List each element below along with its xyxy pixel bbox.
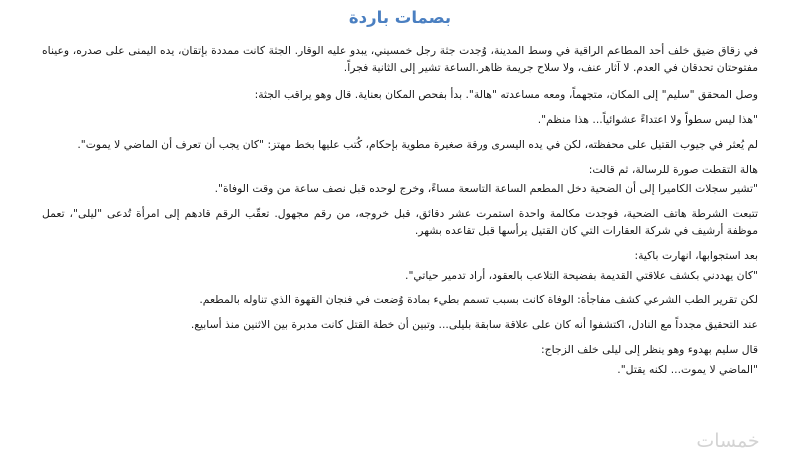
- story-title: بصمات باردة: [348, 8, 452, 27]
- site-watermark: خمسات: [696, 430, 760, 452]
- paragraph-9: "كان يهددني بكشف علاقتي القديمة بفضيحة التلاعب بالعقود، أراد تدمير حياتي".: [405, 268, 758, 282]
- paragraph-6: "تشير سجلات الكاميرا إلى أن الضحية دخل المطعم الساعة التاسعة مساءً، وخرج لوحده قبل نصف ساعة من وقت الوفاة".: [214, 181, 758, 195]
- paragraph-13: "الماضي لا يموت... لكنه يقتل".: [617, 362, 758, 376]
- paragraph-11: عند التحقيق مجدداً مع النادل، اكتشفوا أنه كان على علاقة سابقة بليلى... وتبين أن خطة القتل كانت مدبرة بين الاثنين منذ أسابيع.: [190, 318, 758, 332]
- paragraph-2: وصل المحقق "سليم" إلى المكان، متجهماً، ومعه مساعدته "هالة". بدأ بفحص المكان بعناية. قال وهو يراقب الجثة:: [254, 87, 758, 101]
- paragraph-12: قال سليم بهدوء وهو ينظر إلى ليلى خلف الزجاج:: [541, 343, 758, 357]
- paragraph-10: لكن تقرير الطب الشرعي كشف مفاجأة: الوفاة كانت بسبب تسمم بطيء بمادة وُضعت في فنجان القهوة الذي تناوله بالمطعم.: [199, 293, 758, 307]
- paragraph-7: تتبعت الشرطة هاتف الضحية، فوجدت مكالمة واحدة استمرت عشر دقائق، قبل خروجه، من رقم مجهول. تعقّب الرقم قادهم إلى امرأة تُدعى "ليلى"، تعمل موظفة أرشيف في شركة العقارات التي كان القتيل يرأسها قبل تقاعده بشهر.: [42, 206, 758, 238]
- paragraph-8: بعد استجوابها، انهارت باكية:: [634, 249, 758, 263]
- paragraph-3: "هذا ليس سطواً ولا اعتداءً عشوائياً... هذا منظم".: [537, 112, 758, 126]
- paragraph-5: هالة التقطت صورة للرسالة، ثم قالت:: [588, 162, 758, 176]
- paragraph-1: في زقاق ضيق خلف أحد المطاعم الراقية في وسط المدينة، وُجدت جثة رجل خمسيني، يبدو عليه الوقار. الجثة كانت ممددة بإتقان، يده اليمنى على صدره، وعيناه مفتوحتان تحدقان في العدم. لا آثار عنف، ولا سلاح جريمة ظاهر.الساعة تشير إلى الثانية فجراً.: [42, 44, 758, 75]
- paragraph-4: لم يُعثر في جيوب القتيل على محفظته، لكن في يده اليسرى ورقة صغيرة مطوية بإحكام، كُتب عليها بخط مهتز: "كان يجب أن تعرف أن الماضي لا يموت".: [77, 137, 758, 151]
